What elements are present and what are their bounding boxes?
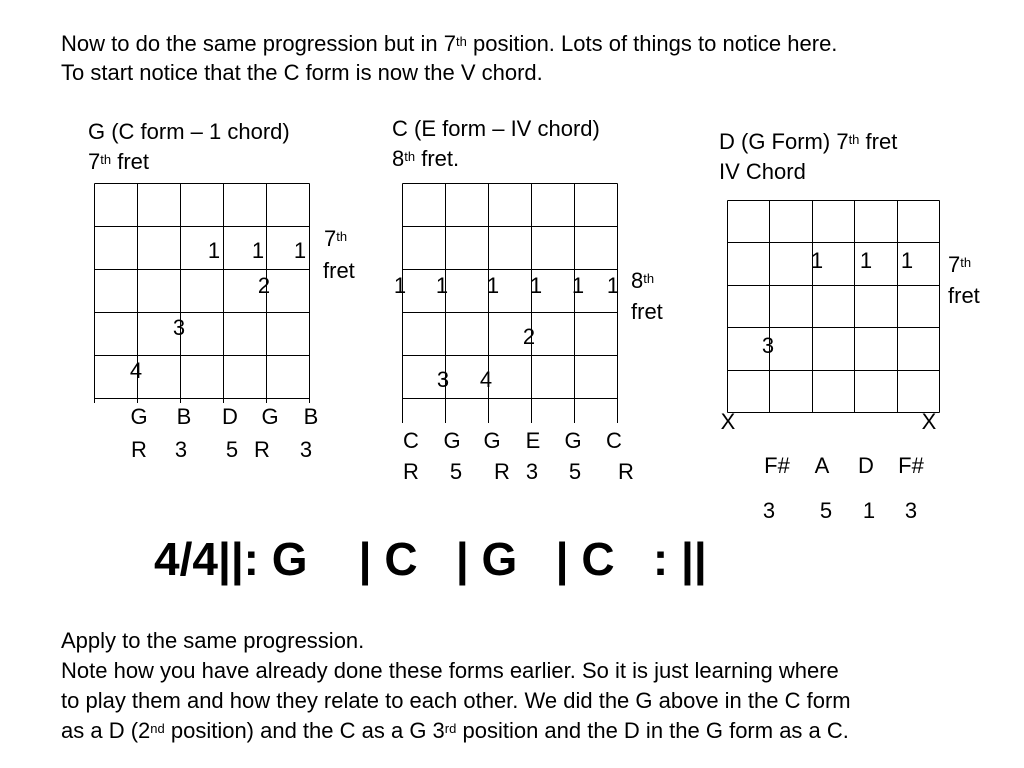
muted-string-x: X xyxy=(921,409,937,434)
finger-number: 1 xyxy=(293,238,307,263)
outro-line-2: Note how you have already done these forms earlier. So it is just learning where xyxy=(61,658,839,683)
fretboard-grid xyxy=(94,183,316,405)
string-degree: 5 xyxy=(225,437,239,462)
finger-number: 1 xyxy=(435,273,449,298)
fret-label-word: fret xyxy=(631,299,663,324)
string-note: B xyxy=(303,404,319,429)
diagram-title-line-2: 8th fret. xyxy=(392,146,460,171)
string-degree: 5 xyxy=(819,498,833,523)
string-note: G xyxy=(130,404,148,429)
fret-label-word: fret xyxy=(948,283,980,308)
string-degree: 3 xyxy=(525,459,539,484)
finger-number: 3 xyxy=(172,315,186,340)
string-note: C xyxy=(403,428,419,453)
diagram-title-line-1: C (E form – IV chord) xyxy=(392,116,600,141)
string-note: A xyxy=(814,453,830,478)
string-degree: 3 xyxy=(174,437,188,462)
outro-line-4: as a D (2nd position) and the C as a G 3rd position and the D in the G form as a C. xyxy=(61,718,849,743)
finger-number: 1 xyxy=(810,248,824,273)
finger-number: 2 xyxy=(522,324,536,349)
finger-number: 1 xyxy=(207,238,221,263)
finger-number: 1 xyxy=(251,238,265,263)
fret-label-number: 7th xyxy=(948,252,972,277)
finger-number: 1 xyxy=(393,273,407,298)
finger-number: 1 xyxy=(571,273,585,298)
string-degree: 3 xyxy=(299,437,313,462)
string-degree: R xyxy=(131,437,147,462)
string-degree: R xyxy=(494,459,510,484)
finger-number: 4 xyxy=(479,367,493,392)
finger-number: 4 xyxy=(129,358,143,383)
string-degree: 3 xyxy=(904,498,918,523)
finger-number: 2 xyxy=(257,273,271,298)
string-note: E xyxy=(525,428,541,453)
intro-line-1: Now to do the same progression but in 7th position. Lots of things to notice here. xyxy=(61,31,838,56)
string-note: G xyxy=(483,428,501,453)
fret-label-number: 7th xyxy=(324,226,348,251)
string-note: G xyxy=(261,404,279,429)
string-note: C xyxy=(606,428,622,453)
string-note: B xyxy=(176,404,192,429)
outro-line-1: Apply to the same progression. xyxy=(61,628,365,653)
finger-number: 3 xyxy=(436,367,450,392)
intro-line-2: To start notice that the C form is now the V chord. xyxy=(61,60,543,85)
string-note: D xyxy=(222,404,238,429)
string-degree: R xyxy=(618,459,634,484)
finger-number: 1 xyxy=(859,248,873,273)
finger-number: 1 xyxy=(486,273,500,298)
finger-number: 1 xyxy=(529,273,543,298)
fret-label-word: fret xyxy=(323,258,355,283)
diagram-title-line-1: D (G Form) 7th fret xyxy=(719,129,898,154)
string-note: G xyxy=(443,428,461,453)
string-note: F# xyxy=(898,453,924,478)
finger-number: 1 xyxy=(606,273,620,298)
fretboard-grid xyxy=(402,183,624,428)
string-degree: 5 xyxy=(568,459,582,484)
string-note: G xyxy=(564,428,582,453)
diagram-title-line-1: G (C form – 1 chord) xyxy=(88,119,290,144)
string-note: D xyxy=(858,453,874,478)
string-degree: R xyxy=(254,437,270,462)
string-degree: 5 xyxy=(449,459,463,484)
string-degree: 3 xyxy=(762,498,776,523)
finger-number: 3 xyxy=(761,333,775,358)
muted-string-x: X xyxy=(720,409,736,434)
fret-label-number: 8th xyxy=(631,268,655,293)
string-note: F# xyxy=(764,453,790,478)
outro-line-3: to play them and how they relate to each other. We did the G above in the C form xyxy=(61,688,851,713)
diagram-title-line-2: IV Chord xyxy=(719,159,806,184)
finger-number: 1 xyxy=(900,248,914,273)
chord-progression: 4/4||: G | C | G | C : || xyxy=(154,533,707,585)
fretboard-grid xyxy=(727,200,945,418)
string-degree: 1 xyxy=(862,498,876,523)
string-degree: R xyxy=(403,459,419,484)
diagram-title-line-2: 7th fret xyxy=(88,149,149,174)
